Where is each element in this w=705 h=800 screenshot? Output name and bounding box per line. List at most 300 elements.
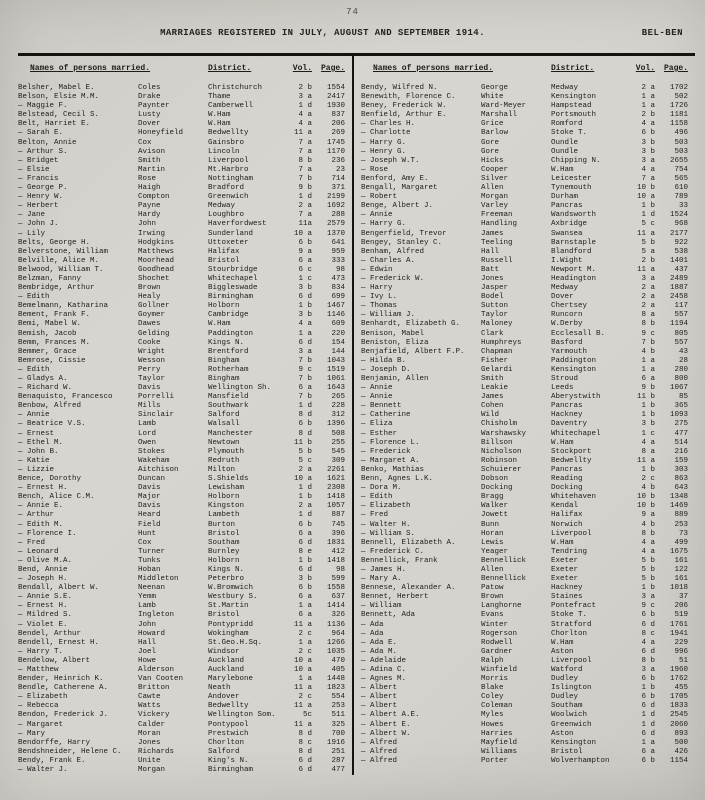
vol-cell: 6 d bbox=[641, 620, 655, 629]
name-cell: — Rose bbox=[361, 165, 389, 174]
vol-cell: 8 d bbox=[298, 747, 312, 756]
page-cell: 365 bbox=[674, 402, 688, 411]
title-line bbox=[0, 28, 705, 40]
table-row bbox=[361, 757, 692, 766]
name-cell: Benfield, Arthur E. bbox=[361, 111, 447, 120]
table-row bbox=[361, 748, 692, 757]
name-cell: — Ernest H. bbox=[18, 602, 68, 611]
page-column-header: Page. bbox=[663, 64, 688, 73]
table-row bbox=[361, 684, 692, 693]
table-row bbox=[18, 611, 345, 620]
vol-cell: 7 a bbox=[298, 211, 312, 220]
page-cell: 73 bbox=[678, 529, 688, 538]
vol-cell: 6 d bbox=[298, 293, 312, 302]
name-cell: Bemmer, Grace bbox=[18, 347, 77, 356]
name-cell: Bendle, Catherene A. bbox=[18, 684, 109, 693]
district-cell: Barnstaple bbox=[551, 238, 597, 247]
page-cell: 1067 bbox=[669, 384, 688, 393]
district-cell: Plymouth bbox=[208, 447, 245, 456]
district-cell: Mansfield bbox=[208, 393, 249, 402]
page-cell: 470 bbox=[331, 656, 345, 665]
district-cell: Basford bbox=[551, 338, 583, 347]
page-cell: 251 bbox=[331, 747, 345, 756]
page-cell: 2417 bbox=[326, 93, 345, 102]
name-cell: — John J. bbox=[18, 220, 59, 229]
name-cell: Bemelmann, Katharina bbox=[18, 302, 109, 311]
table-row bbox=[18, 148, 345, 157]
vol-cell: 3 b bbox=[298, 311, 312, 320]
table-row bbox=[18, 220, 345, 229]
page-cell: 1158 bbox=[669, 120, 688, 129]
name-cell: Beney, Frederick W. bbox=[361, 102, 447, 111]
name-cell: — Sarah E. bbox=[18, 129, 64, 138]
name-cell: — Ada bbox=[361, 629, 384, 638]
name-cell: — Maggie F. bbox=[18, 102, 68, 111]
spouse-surname-cell: Cooke bbox=[138, 338, 161, 347]
table-row bbox=[361, 593, 692, 602]
page-cell: 473 bbox=[331, 274, 345, 283]
name-cell: Belzman, Fanny bbox=[18, 274, 82, 283]
spouse-surname-cell: Lewis bbox=[481, 538, 504, 547]
name-cell: Bendorffe, Harry bbox=[18, 738, 91, 747]
district-cell: Exeter bbox=[551, 565, 579, 574]
page-cell: 1467 bbox=[326, 302, 345, 311]
district-cell: W.Ham bbox=[551, 165, 574, 174]
table-row bbox=[361, 548, 692, 557]
spouse-surname-cell: Rose bbox=[138, 174, 157, 183]
name-cell: — Bridget bbox=[18, 156, 59, 165]
spouse-surname-cell: Shochet bbox=[138, 274, 170, 283]
district-cell: Bedwellty bbox=[208, 129, 249, 138]
district-column-header: District. bbox=[551, 64, 595, 73]
name-cell: — Charles A. bbox=[361, 256, 416, 265]
vol-cell: 1 b bbox=[641, 202, 655, 211]
table-row bbox=[18, 693, 345, 702]
vol-cell: 4 a bbox=[298, 111, 312, 120]
district-cell: Chipping N. bbox=[551, 156, 601, 165]
spouse-surname-cell: Jones bbox=[481, 274, 504, 283]
name-cell: Belton, Annie bbox=[18, 138, 77, 147]
vol-cell: 10 a bbox=[293, 475, 312, 484]
page-cell: 1643 bbox=[326, 384, 345, 393]
name-cell: — Ivy L. bbox=[361, 293, 398, 302]
district-cell: Pontefract bbox=[551, 602, 597, 611]
vol-cell: 11 a bbox=[293, 720, 312, 729]
name-cell: — Arthur bbox=[18, 511, 55, 520]
name-cell: Belt, Harriet E. bbox=[18, 120, 91, 129]
vol-cell: 3 b bbox=[641, 138, 655, 147]
district-cell: Thame bbox=[208, 93, 231, 102]
spouse-surname-cell: Goodhead bbox=[138, 265, 175, 274]
district-cell: Windsor bbox=[208, 647, 240, 656]
spouse-surname-cell: Gore bbox=[481, 147, 500, 156]
vol-cell: 5 b bbox=[641, 556, 655, 565]
name-cell: Beniston, Eliza bbox=[361, 338, 429, 347]
vol-cell: 1 c bbox=[641, 429, 655, 438]
name-cell: Bengall, Margaret bbox=[361, 184, 438, 193]
spouse-surname-cell: Schuierer bbox=[481, 465, 522, 474]
vol-cell: 7 a bbox=[641, 174, 655, 183]
page-cell: 426 bbox=[674, 747, 688, 756]
name-cell: — Eliza bbox=[361, 420, 393, 429]
name-cell: — William bbox=[361, 602, 402, 611]
vol-cell: 4 b bbox=[641, 520, 655, 529]
spouse-surname-cell: Warshawsky bbox=[481, 429, 527, 438]
spouse-surname-cell: Haigh bbox=[138, 184, 161, 193]
district-cell: W.Ham bbox=[208, 320, 231, 329]
vol-cell: 1 a bbox=[298, 638, 312, 647]
table-row bbox=[361, 611, 692, 620]
vol-cell: 3 b bbox=[641, 147, 655, 156]
district-cell: Kings N. bbox=[208, 338, 245, 347]
district-cell: Yarmouth bbox=[551, 347, 588, 356]
spouse-surname-cell: Smith bbox=[481, 375, 504, 383]
name-cell: — George P. bbox=[18, 184, 68, 193]
spouse-surname-cell: Dover bbox=[138, 120, 161, 129]
district-cell: Islington bbox=[551, 684, 592, 693]
table-row bbox=[18, 739, 345, 748]
page-cell: 1418 bbox=[326, 556, 345, 565]
district-cell: Leicester bbox=[551, 174, 592, 183]
page-cell: 2579 bbox=[326, 220, 345, 229]
page-cell: 496 bbox=[674, 129, 688, 138]
district-cell: Whitechapel bbox=[551, 429, 601, 438]
district-cell: Burnley bbox=[208, 547, 240, 556]
name-cell: Benjafield, Albert F.P. bbox=[361, 347, 465, 356]
spouse-surname-cell: Brown bbox=[138, 284, 161, 293]
vol-cell: 5 a bbox=[641, 247, 655, 256]
name-cell: — Matthew bbox=[18, 666, 59, 674]
page-cell: 2308 bbox=[326, 484, 345, 493]
table-row bbox=[18, 211, 345, 220]
table-row bbox=[361, 239, 692, 248]
spouse-surname-cell: Vickery bbox=[138, 711, 170, 720]
district-cell: Chorlton bbox=[551, 629, 588, 638]
name-cell: — Annie bbox=[361, 393, 393, 402]
name-cell: — Katie bbox=[18, 456, 50, 465]
vol-cell: 3 a bbox=[298, 93, 312, 102]
vol-cell: 10 b bbox=[636, 184, 655, 193]
spouse-surname-cell: Smith bbox=[138, 156, 161, 165]
vol-cell: 6 b bbox=[641, 756, 655, 765]
name-cell: — Annie bbox=[361, 384, 393, 393]
page-cell: 1675 bbox=[669, 547, 688, 556]
spouse-surname-cell: Paynter bbox=[138, 102, 170, 111]
name-cell: — Ethel M. bbox=[18, 438, 64, 447]
table-row bbox=[18, 357, 345, 366]
district-cell: Rotherham bbox=[208, 365, 249, 374]
spouse-surname-cell: James bbox=[481, 229, 504, 238]
table-row bbox=[361, 457, 692, 466]
table-row bbox=[361, 384, 692, 393]
page-cell: 275 bbox=[674, 420, 688, 429]
vol-cell: 1 d bbox=[298, 511, 312, 520]
name-cell: Bendelow, Albert bbox=[18, 656, 91, 665]
name-cell: — Bennett bbox=[361, 402, 402, 411]
page-cell: 206 bbox=[331, 120, 345, 129]
district-cell: Axbridge bbox=[551, 220, 588, 229]
page-cell: 1414 bbox=[326, 602, 345, 611]
name-cell: — Francis bbox=[18, 174, 59, 183]
vol-cell: 8 b bbox=[298, 156, 312, 165]
spouse-surname-cell: Clark bbox=[481, 329, 504, 338]
spouse-surname-cell: Mayfield bbox=[481, 738, 518, 747]
table-row bbox=[18, 393, 345, 402]
district-cell: Ecclesall B. bbox=[551, 329, 606, 338]
vol-cell: 4 b bbox=[641, 347, 655, 356]
table-row bbox=[18, 402, 345, 411]
spouse-surname-cell: Patow bbox=[481, 584, 504, 593]
name-cell: — Ada M. bbox=[361, 647, 398, 656]
district-cell: Greenwich bbox=[551, 720, 592, 729]
spouse-surname-cell: Davis bbox=[138, 384, 161, 393]
vol-cell: 5c bbox=[302, 711, 312, 720]
vol-cell: 5 b bbox=[641, 575, 655, 584]
district-cell: Halifax bbox=[208, 247, 240, 256]
table-columns bbox=[18, 63, 697, 775]
page-cell: 514 bbox=[674, 438, 688, 447]
name-cell: Benjamin, Allen bbox=[361, 375, 429, 383]
name-cell: — Harry G. bbox=[361, 220, 407, 229]
district-cell: Bedwellty bbox=[551, 456, 592, 465]
table-row bbox=[18, 493, 345, 502]
page-cell: 800 bbox=[674, 375, 688, 383]
vol-cell: 6 a bbox=[298, 256, 312, 265]
vol-cell: 11 a bbox=[636, 456, 655, 465]
district-cell: Southam bbox=[208, 538, 240, 547]
name-cell: — Albert bbox=[361, 684, 398, 693]
table-row bbox=[18, 348, 345, 357]
vol-cell: 4 a bbox=[641, 438, 655, 447]
table-row bbox=[18, 93, 345, 102]
district-cell: Norwich bbox=[551, 520, 583, 529]
table-row bbox=[361, 293, 692, 302]
spouse-surname-cell: Wakeham bbox=[138, 456, 170, 465]
table-row bbox=[361, 711, 692, 720]
name-cell: — Violet E. bbox=[18, 620, 68, 629]
district-cell: Cambridge bbox=[208, 311, 249, 320]
page-cell: 303 bbox=[674, 465, 688, 474]
name-cell: Benewith, Florence C. bbox=[361, 93, 456, 102]
name-cell: — Albert A.E. bbox=[361, 711, 420, 720]
district-cell: Bingham bbox=[208, 356, 240, 365]
table-row bbox=[18, 448, 345, 457]
table-row bbox=[361, 484, 692, 493]
table-row bbox=[18, 430, 345, 439]
name-cell: — Frederick C. bbox=[361, 547, 425, 556]
vol-cell: 1 b bbox=[298, 556, 312, 565]
district-cell: Kensington bbox=[551, 738, 597, 747]
name-cell: Bennet, Herbert bbox=[361, 593, 429, 602]
spouse-surname-cell: Tunks bbox=[138, 556, 161, 565]
district-cell: Greenwich bbox=[208, 193, 249, 202]
vol-cell: 7 b bbox=[298, 393, 312, 402]
vol-cell: 2 b bbox=[641, 111, 655, 120]
name-cell: — Annie bbox=[361, 211, 393, 220]
page-cell: 502 bbox=[674, 93, 688, 102]
page-cell: 1702 bbox=[669, 84, 688, 92]
district-cell: Aston bbox=[551, 647, 574, 656]
table-row bbox=[18, 129, 345, 138]
page-cell: 51 bbox=[678, 656, 688, 665]
spouse-surname-cell: Howe bbox=[138, 656, 157, 665]
table-row bbox=[361, 730, 692, 739]
page-cell: 280 bbox=[674, 365, 688, 374]
district-cell: Liverpool bbox=[208, 156, 249, 165]
spouse-surname-cell: Turner bbox=[138, 547, 166, 556]
spouse-surname-cell: Leakie bbox=[481, 384, 509, 393]
name-cell: — Edwin bbox=[361, 265, 393, 274]
vol-cell: 6 d bbox=[641, 647, 655, 656]
table-row bbox=[18, 275, 345, 284]
vol-cell: 6 b bbox=[641, 611, 655, 620]
vol-cell: 1 a bbox=[641, 102, 655, 111]
table-row bbox=[361, 102, 692, 111]
page-cell: 253 bbox=[331, 702, 345, 711]
name-cell: Bendel, Arthur bbox=[18, 629, 82, 638]
vol-cell: 6 d bbox=[298, 565, 312, 574]
vol-cell: 2 b bbox=[641, 256, 655, 265]
table-row bbox=[18, 511, 345, 520]
page-cell: 98 bbox=[335, 265, 345, 274]
name-cell: — Fred bbox=[361, 511, 389, 520]
district-cell: Medway bbox=[551, 84, 579, 92]
table-row bbox=[361, 330, 692, 339]
table-row bbox=[361, 393, 692, 402]
right-column bbox=[361, 63, 692, 775]
name-cell: — Esther bbox=[361, 429, 398, 438]
spouse-surname-cell: Matthews bbox=[138, 247, 175, 256]
page-cell: 333 bbox=[331, 256, 345, 265]
page-cell: 499 bbox=[674, 538, 688, 547]
vol-cell: 4 a bbox=[298, 320, 312, 329]
district-cell: Wandsworth bbox=[551, 211, 597, 220]
page-cell: 1348 bbox=[669, 493, 688, 502]
spouse-surname-cell: Allen bbox=[481, 184, 504, 193]
page-cell: 265 bbox=[331, 393, 345, 402]
district-cell: W.Ham bbox=[551, 438, 574, 447]
vol-cell: 4 a bbox=[641, 538, 655, 547]
vol-cell: 1 b bbox=[298, 302, 312, 311]
table-row bbox=[361, 721, 692, 730]
page-cell: 641 bbox=[331, 238, 345, 247]
district-cell: Lewisham bbox=[208, 484, 245, 493]
name-cell: — Robert bbox=[361, 193, 398, 202]
page-cell: 1916 bbox=[326, 738, 345, 747]
vol-cell: 4 a bbox=[298, 120, 312, 129]
vol-cell: 8 e bbox=[298, 547, 312, 556]
spouse-surname-cell: Bennellick bbox=[481, 575, 527, 584]
name-cell: Bence, Dorothy bbox=[18, 475, 82, 484]
table-row bbox=[18, 475, 345, 484]
table-row bbox=[361, 621, 692, 630]
vol-cell: 8 d bbox=[298, 429, 312, 438]
table-row bbox=[361, 257, 692, 266]
table-row bbox=[18, 657, 345, 666]
spouse-surname-cell: Winfield bbox=[481, 666, 518, 674]
spouse-surname-cell: Aitchison bbox=[138, 465, 179, 474]
district-cell: Runcorn bbox=[551, 311, 583, 320]
district-cell: Stroud bbox=[551, 375, 579, 383]
spouse-surname-cell: Howes bbox=[481, 720, 504, 729]
page-cell: 23 bbox=[335, 165, 345, 174]
page-cell: 2545 bbox=[669, 711, 688, 720]
spouse-surname-cell: Britton bbox=[138, 684, 170, 693]
district-cell: St.Martin bbox=[208, 602, 249, 611]
vol-cell: 11 b bbox=[636, 393, 655, 402]
page-cell: 117 bbox=[674, 302, 688, 311]
page-cell: 889 bbox=[674, 511, 688, 520]
page-cell: 269 bbox=[331, 129, 345, 138]
table-row bbox=[18, 120, 345, 129]
table-row bbox=[361, 302, 692, 311]
vol-cell: 8 a bbox=[641, 311, 655, 320]
spouse-surname-cell: Jowett bbox=[481, 511, 509, 520]
spouse-surname-cell: Calder bbox=[138, 720, 166, 729]
name-cell: — Leonard bbox=[18, 547, 59, 556]
spouse-surname-cell: Drake bbox=[138, 93, 161, 102]
district-cell: Biggleswade bbox=[208, 284, 258, 293]
district-cell: Christchurch bbox=[208, 84, 263, 92]
table-row bbox=[18, 420, 345, 429]
spouse-surname-cell: Walker bbox=[481, 502, 509, 511]
page-cell: 2655 bbox=[669, 156, 688, 165]
spouse-surname-cell: Moorhead bbox=[138, 256, 175, 265]
page-cell: 968 bbox=[674, 220, 688, 229]
table-row bbox=[18, 411, 345, 420]
name-cell: — Walter H. bbox=[361, 520, 411, 529]
name-cell: — Adina C. bbox=[361, 666, 407, 674]
page-cell: 511 bbox=[331, 711, 345, 720]
spouse-surname-cell: Bragg bbox=[481, 493, 504, 502]
spouse-surname-cell: Hodgkins bbox=[138, 238, 175, 247]
district-cell: Holborn bbox=[208, 493, 240, 502]
page-cell: 229 bbox=[674, 638, 688, 647]
vol-cell: 1 a bbox=[641, 93, 655, 102]
spouse-surname-cell: Sinclair bbox=[138, 411, 175, 420]
district-cell: Medway bbox=[208, 202, 236, 211]
district-cell: Auckland bbox=[208, 666, 245, 674]
spouse-surname-cell: Coleman bbox=[481, 702, 513, 711]
vol-cell: 3 b bbox=[641, 420, 655, 429]
vol-cell: 5 b bbox=[641, 238, 655, 247]
page-cell: 312 bbox=[331, 411, 345, 420]
vol-cell: 8 d bbox=[298, 411, 312, 420]
name-cell: Bengey, Stanley C. bbox=[361, 238, 443, 247]
name-cell: Benko, Mathias bbox=[361, 465, 425, 474]
table-row bbox=[361, 175, 692, 184]
district-cell: Oundle bbox=[551, 138, 579, 147]
vol-cell: 9 c bbox=[298, 365, 312, 374]
vol-cell: 1 a bbox=[641, 356, 655, 365]
page-cell: 1146 bbox=[326, 311, 345, 320]
spouse-surname-cell: Mills bbox=[138, 402, 161, 411]
district-cell: Wellington Sh. bbox=[208, 384, 272, 393]
page-cell: 1524 bbox=[669, 211, 688, 220]
horizontal-rule bbox=[18, 53, 695, 56]
page-cell: 161 bbox=[674, 575, 688, 584]
name-cell: — James H. bbox=[361, 565, 407, 574]
vol-cell: 1 d bbox=[641, 720, 655, 729]
page-cell: 2177 bbox=[669, 229, 688, 238]
table-row bbox=[361, 84, 692, 93]
table-row bbox=[18, 711, 345, 720]
vol-cell: 2 a bbox=[641, 302, 655, 311]
page-cell: 1061 bbox=[326, 375, 345, 383]
vol-cell: 2 a bbox=[641, 84, 655, 92]
district-cell: Liverpool bbox=[551, 656, 592, 665]
table-row bbox=[361, 648, 692, 657]
